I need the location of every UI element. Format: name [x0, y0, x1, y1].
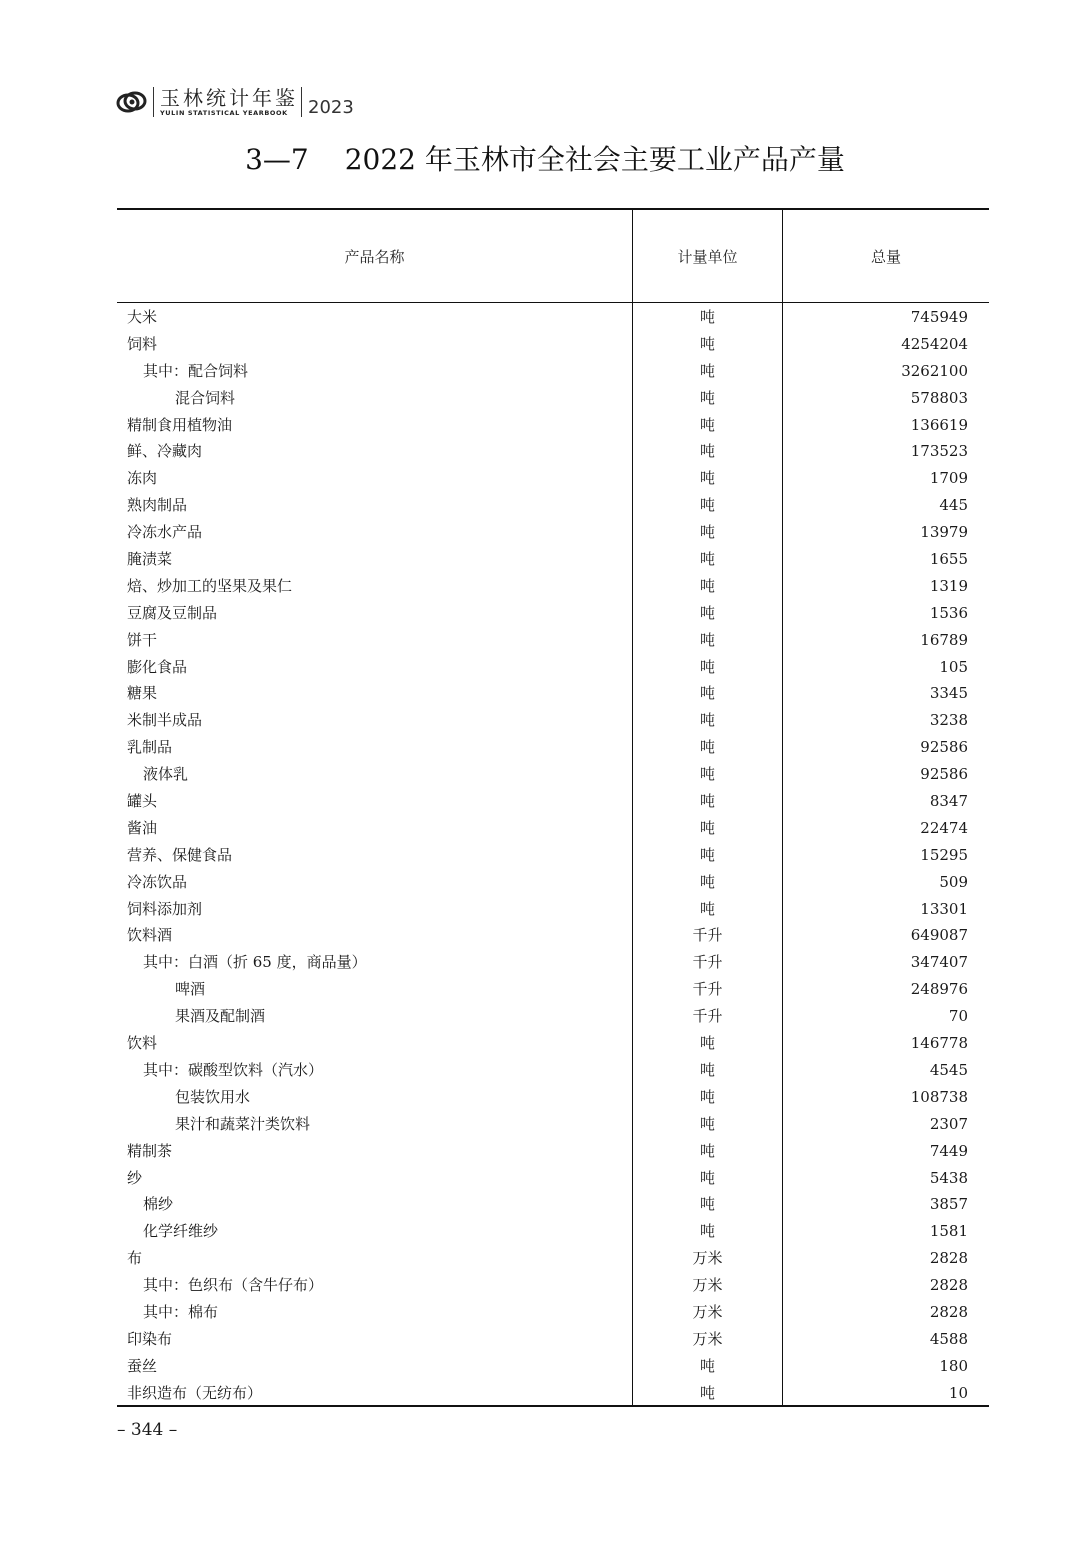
- unit: 吨: [699, 765, 715, 784]
- total-value: 7449: [929, 1141, 968, 1160]
- total-value: 92586: [920, 765, 968, 784]
- total-value: 15295: [920, 845, 968, 864]
- product-name: 啤酒: [175, 980, 206, 999]
- product-name: 米制半成品: [127, 711, 203, 730]
- unit: 吨: [699, 872, 715, 891]
- unit: 万米: [692, 1276, 723, 1295]
- table-row: [117, 1326, 989, 1353]
- table-row: [117, 922, 989, 949]
- table-row: [117, 465, 989, 492]
- total-value: 180: [939, 1356, 968, 1375]
- total-value: 1581: [929, 1222, 968, 1241]
- product-name: 其中：配合饲料: [143, 361, 249, 380]
- product-name: 罐头: [127, 792, 158, 811]
- product-name: 豆腐及豆制品: [127, 603, 218, 622]
- unit: 吨: [699, 576, 715, 595]
- table-row: [117, 976, 989, 1003]
- book-title-cn: 玉林统计年鉴: [160, 86, 298, 110]
- table-title: [0, 140, 1090, 180]
- table-row: [117, 573, 989, 600]
- product-name: 饼干: [127, 630, 158, 649]
- table-row: [117, 788, 989, 815]
- unit: 吨: [699, 711, 715, 730]
- table-row: [117, 1003, 989, 1030]
- unit: 吨: [699, 523, 715, 542]
- column-header-product: 产品名称: [344, 248, 405, 266]
- table-row: [117, 734, 989, 761]
- unit: 吨: [699, 496, 715, 515]
- total-value: 3238: [929, 711, 968, 730]
- header-divider: [153, 87, 154, 117]
- table-row: [117, 842, 989, 869]
- unit: 吨: [699, 1034, 715, 1053]
- page-number: – 344 –: [117, 1420, 178, 1440]
- unit: 吨: [699, 334, 715, 353]
- total-value: 10: [948, 1383, 968, 1402]
- unit: 千升: [692, 926, 723, 945]
- unit: 千升: [692, 953, 723, 972]
- table-row: [117, 546, 989, 573]
- unit: 万米: [692, 1249, 723, 1268]
- product-name: 其中：白酒（折 65 度，商品量）: [143, 953, 367, 972]
- product-name: 其中：色织布（含牛仔布）: [143, 1276, 324, 1295]
- unit: 万米: [692, 1302, 723, 1321]
- unit: 吨: [699, 1356, 715, 1375]
- total-value: 1319: [929, 576, 968, 595]
- table-row: [117, 1245, 989, 1272]
- product-name: 饮料: [127, 1034, 158, 1053]
- product-name: 糖果: [127, 684, 158, 703]
- total-value: 578803: [910, 388, 968, 407]
- product-name: 布: [127, 1249, 143, 1268]
- total-value: 16789: [920, 630, 968, 649]
- table-row: [117, 519, 989, 546]
- total-value: 136619: [910, 415, 968, 434]
- total-value: 347407: [910, 953, 968, 972]
- table-row: [117, 654, 989, 681]
- unit: 万米: [692, 1329, 723, 1348]
- product-name: 其中：碳酸型饮料（汽水）: [143, 1060, 324, 1079]
- unit: 吨: [699, 1060, 715, 1079]
- total-value: 22474: [920, 818, 968, 837]
- unit: 千升: [692, 1007, 723, 1026]
- unit: 吨: [699, 899, 715, 918]
- product-name: 营养、保健食品: [127, 845, 233, 864]
- table-row: [117, 1057, 989, 1084]
- table-row: [117, 949, 989, 976]
- unit: 吨: [699, 442, 715, 461]
- total-value: 4545: [929, 1060, 968, 1079]
- total-value: 2828: [929, 1249, 968, 1268]
- table-row: [117, 680, 989, 707]
- product-name: 包装饮用水: [175, 1087, 251, 1106]
- unit: 吨: [699, 818, 715, 837]
- table-row: [117, 438, 989, 465]
- product-name: 果汁和蔬菜汁类饮料: [175, 1114, 311, 1133]
- table-row: [117, 385, 989, 412]
- table-row: [117, 1191, 989, 1218]
- table-top-rule: [117, 208, 989, 210]
- product-name: 鲜、冷藏肉: [127, 442, 203, 461]
- product-name: 冻肉: [127, 469, 158, 488]
- column-header-unit: 计量单位: [677, 248, 738, 266]
- product-name: 膨化食品: [127, 657, 188, 676]
- table-row: [117, 1030, 989, 1057]
- total-value: 2307: [929, 1114, 968, 1133]
- book-title-en: YULIN STATISTICAL YEARBOOK: [160, 109, 288, 117]
- product-name: 冷冻饮品: [127, 872, 188, 891]
- unit: 千升: [692, 980, 723, 999]
- table-title-text: 2022 年玉林市全社会主要工业产品产量: [344, 143, 845, 176]
- product-name: 液体乳: [143, 765, 189, 784]
- header-divider: [301, 87, 302, 117]
- table-row: [117, 869, 989, 896]
- table-row: [117, 1272, 989, 1299]
- total-value: 2828: [929, 1302, 968, 1321]
- product-name: 酱油: [127, 818, 158, 837]
- unit: 吨: [699, 1087, 715, 1106]
- table-row: [117, 1165, 989, 1192]
- product-name: 腌渍菜: [127, 550, 173, 569]
- unit: 吨: [699, 308, 715, 326]
- total-value: 248976: [910, 980, 968, 999]
- unit: 吨: [699, 657, 715, 676]
- table-number: 3—7: [245, 143, 309, 176]
- product-name: 精制茶: [127, 1141, 173, 1160]
- total-value: 3345: [929, 684, 968, 703]
- table-body: [117, 304, 989, 1407]
- table-row: [117, 896, 989, 923]
- product-name: 饮料酒: [127, 926, 173, 945]
- total-value: 4588: [929, 1329, 968, 1348]
- total-value: 8347: [929, 792, 968, 811]
- unit: 吨: [699, 388, 715, 407]
- yearbook-logo-icon: [115, 87, 149, 117]
- unit: 吨: [699, 1222, 715, 1241]
- table-row: [117, 358, 989, 385]
- product-name: 大米: [127, 308, 158, 326]
- product-name: 乳制品: [127, 738, 173, 757]
- total-value: 92586: [920, 738, 968, 757]
- running-head: [115, 84, 354, 120]
- product-name: 焙、炒加工的坚果及果仁: [127, 576, 293, 595]
- product-name: 蚕丝: [127, 1356, 158, 1375]
- product-name: 饲料: [127, 334, 158, 353]
- column-header-total: 总量: [870, 248, 901, 266]
- total-value: 509: [939, 872, 968, 891]
- total-value: 1655: [929, 550, 968, 569]
- table-row: [117, 1353, 989, 1380]
- table-row: [117, 815, 989, 842]
- product-name: 棉纱: [143, 1195, 174, 1214]
- total-value: 445: [939, 496, 968, 515]
- product-name: 纱: [127, 1168, 143, 1187]
- product-name: 精制食用植物油: [127, 415, 233, 434]
- table-row: [117, 707, 989, 734]
- unit: 吨: [699, 1114, 715, 1133]
- total-value: 3262100: [901, 361, 968, 380]
- total-value: 70: [948, 1007, 968, 1026]
- table-row: [117, 492, 989, 519]
- unit: 吨: [699, 1168, 715, 1187]
- product-name: 印染布: [127, 1329, 173, 1348]
- product-name: 果酒及配制酒: [175, 1007, 266, 1026]
- total-value: 2828: [929, 1276, 968, 1295]
- total-value: 173523: [910, 442, 968, 461]
- product-name: 混合饲料: [175, 388, 236, 407]
- table-row: [117, 304, 989, 331]
- total-value: 146778: [910, 1034, 968, 1053]
- product-name: 其中：棉布: [143, 1302, 219, 1321]
- unit: 吨: [699, 1141, 715, 1160]
- table-row: [117, 1138, 989, 1165]
- product-name: 冷冻水产品: [127, 523, 203, 542]
- unit: 吨: [699, 1383, 715, 1402]
- unit: 吨: [699, 415, 715, 434]
- unit: 吨: [699, 630, 715, 649]
- table-row: [117, 761, 989, 788]
- unit: 吨: [699, 845, 715, 864]
- table-row: [117, 1299, 989, 1326]
- book-year: 2023: [308, 96, 354, 118]
- total-value: 13301: [920, 899, 968, 918]
- unit: 吨: [699, 684, 715, 703]
- table-row: [117, 331, 989, 358]
- total-value: 108738: [910, 1087, 968, 1106]
- table-row: [117, 412, 989, 439]
- unit: 吨: [699, 361, 715, 380]
- unit: 吨: [699, 1195, 715, 1214]
- unit: 吨: [699, 603, 715, 622]
- total-value: 649087: [910, 926, 968, 945]
- product-name: 非织造布（无纺布）: [127, 1383, 263, 1402]
- table-header-rule: [117, 302, 989, 303]
- product-name: 化学纤维纱: [143, 1222, 219, 1241]
- total-value: 1709: [929, 469, 968, 488]
- product-name: 饲料添加剂: [127, 899, 203, 918]
- total-value: 745949: [910, 308, 968, 326]
- table-row: [117, 1084, 989, 1111]
- unit: 吨: [699, 738, 715, 757]
- unit: 吨: [699, 550, 715, 569]
- total-value: 13979: [920, 523, 968, 542]
- product-name: 熟肉制品: [127, 496, 188, 515]
- table-row: [117, 1111, 989, 1138]
- total-value: 1536: [929, 603, 968, 622]
- table-row: [117, 1218, 989, 1245]
- table-row: [117, 627, 989, 654]
- unit: 吨: [699, 469, 715, 488]
- total-value: 5438: [929, 1168, 968, 1187]
- total-value: 3857: [929, 1195, 968, 1214]
- table-row: [117, 600, 989, 627]
- total-value: 4254204: [901, 334, 968, 353]
- total-value: 105: [939, 657, 968, 676]
- unit: 吨: [699, 792, 715, 811]
- table-row: [117, 1380, 989, 1407]
